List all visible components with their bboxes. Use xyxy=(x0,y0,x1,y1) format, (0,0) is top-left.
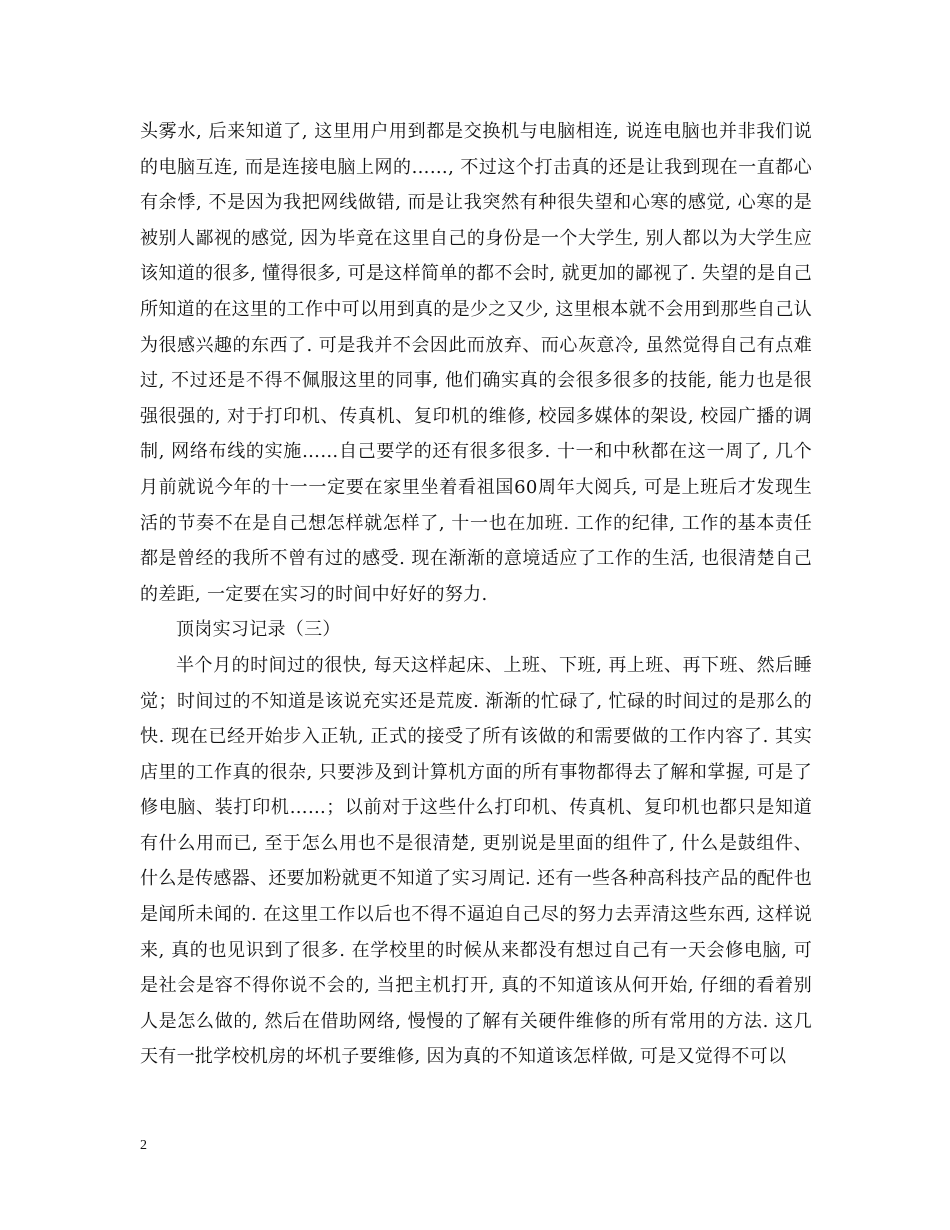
body-paragraph-2: 半个月的时间过的很快, 每天这样起床、上班、下班, 再上班、再下班、然后睡觉；时间过的不知道是该说充实还是荒废. 渐渐的忙碌了, 忙碌的时间过的是那么的快. 现在已经开始步入正轨, 正式的接受了所有该做的和需要做的工作内容了. 其实店里的工作真的很杂, 只要涉及到计算机方面的所有事物都得去了解和掌握, 可是了修电脑、装打印机……；以前对于这些什么打印机、传真机、复印机也都只是知道有什么用而已, 至于怎么用也不是很清楚, 更别说是里面的组件了, 什么是鼓组件、什么是传感器、还要加粉就更不知道了实习周记. 还有一些各种高科技产品的配件也是闻所未闻的. 在这里工作以后也不得不逼迫自己尽的努力去弄清这些东西, 这样说来, 真的也见识到了很多. 在学校里的时候从来都没有想过自己有一天会修电脑, 可是社会是容不得你说不会的, 当把主机打开, 真的不知道该从何开始, 仔细的看着别人是怎么做的, 然后在借助网络, 慢慢的了解有关硬件维修的所有常用的方法. 这几天有一批学校机房的坏机子要维修, 因为真的不知道该怎样做, 可是又觉得不可以 xyxy=(140,654,812,1068)
section-heading: 顶岗实习记录（三） xyxy=(176,619,341,641)
page-number: 2 xyxy=(140,1138,147,1153)
document-body xyxy=(140,114,812,1075)
body-paragraph-1: 头雾水, 后来知道了, 这里用户用到都是交换机与电脑相连, 说连电脑也并非我们说的电脑互连, 而是连接电脑上网的……, 不过这个打击真的还是让我到现在一直都心有余悸, 不是因为我把网线做错, 而是让我突然有种很失望和心寒的感觉, 心寒的是被别人鄙视的感觉, 因为毕竟在这里自己的身份是一个大学生, 别人都以为大学生应该知道的很多, 懂得很多, 可是这样简单的都不会时, 就更加的鄙视了. 失望的是自己所知道的在这里的工作中可以用到真的是少之又少, 这里根本就不会用到那些自己认为很感兴趣的东西了. 可是我并不会因此而放弃、而心灰意冷, 虽然觉得自己有点难过, 不过还是不得不佩服这里的同事, 他们确实真的会很多很多的技能, 能力也是很强很强的, 对于打印机、传真机、复印机的维修, 校园多媒体的架设, 校园广播的调制, 网络布线的实施……自己要学的还有很多很多. 十一和中秋都在这一周了, 几个月前就说今年的十一一定要在家里坐着看祖国60周年大阅兵, 可是上班后才发现生活的节奏不在是自己想怎样就怎样了, 十一也在加班. 工作的纪律, 工作的基本责任都是曾经的我所不曾有过的感受. 现在渐渐的意境适应了工作的生活, 也很清楚自己的差距, 一定要在实习的时间中好好的努力. xyxy=(140,121,812,605)
